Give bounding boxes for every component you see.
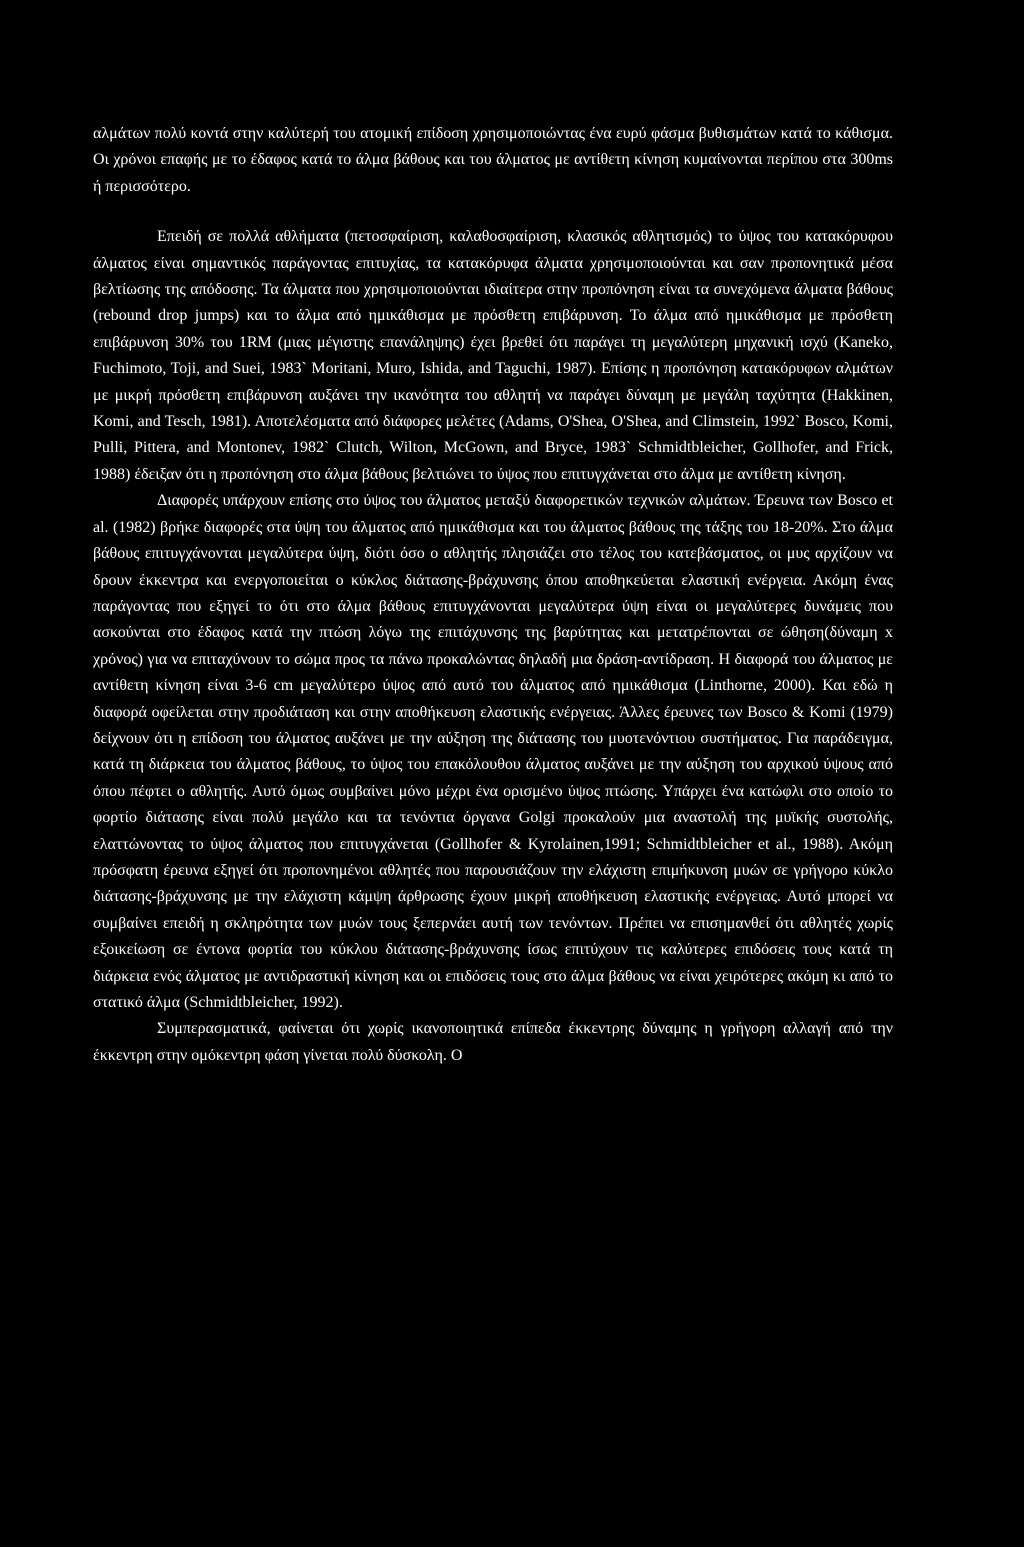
paragraph-jump-technique-differences: Διαφορές υπάρχουν επίσης στο ύψος του άλματος μεταξύ διαφορετικών τεχνικών αλμάτων. Έρευνα των Bosco et al. (1982) βρήκε διαφορές στα ύψη του άλματος από ημικάθισμα και του άλματος βάθους της τάξης του 18-20%. Στο άλμα βάθους επιτυγχάνονται μεγαλύτερα ύψη, διότι όσο ο αθλητής πλησιάζει στο τέλος του κατεβάσματος, οι μυς αρχίζουν να δρουν έκκεντρα και ενεργοποιείται ο κύκλος διάτασης-βράχυνσης όπου αποθηκεύεται ελαστική ενέργεια. Ακόμη ένας παράγοντας που εξηγεί το ότι στο άλμα βάθους επιτυγχάνονται μεγαλύτερα ύψη είναι οι μεγαλύτερες δυνάμεις που ασκούνται στο έδαφος κατά την πτώση λόγω της επιτάχυνσης της βαρύτητας και μετατρέπονται σε ώθηση(δύναμη x χρόνος) για να επιταχύνουν το σώμα προς τα πάνω προκαλώντας δηλαδή μια δράση-αντίδραση. Η διαφορά του άλματος με αντίθετη κίνηση είναι 3-6 cm μεγαλύτερο ύψος από αυτό του άλματος από ημικάθισμα (Linthorne, 2000). Και εδώ η διαφορά οφείλεται στην προδιάταση και στην αποθήκευση ελαστικής ενέργειας. Άλλες έρευνες των Bosco & Komi (1979) δείχνουν ότι η επίδοση του άλματος αυξάνει με την αύξηση της διάτασης του μυοτενόντιου συστήματος. Για παράδειγμα, κατά τη διάρκεια του άλματος βάθους, το ύψος του επακόλουθου άλματος αυξάνει με την αύξηση του αρχικού ύψους από όπου πέφτει ο αθλητής. Αυτό όμως συμβαίνει μόνο μέχρι ένα ορισμένο ύψος πτώσης. Υπάρχει ένα κατώφλι στο οποίο το φορτίο διάτασης είναι πολύ μεγάλο και τα τενόντια όργανα Golgi προκαλούν μια αναστολή της μυϊκής συστολής, ελαττώνοντας το ύψος άλματος που επιτυγχάνεται (Gollhofer & Kyrolainen,1991; Schmidtbleicher et al., 1988). Ακόμη πρόσφατη έρευνα εξηγεί ότι προπονημένοι αθλητές που παρουσιάζουν την ελάχιστη επιμήκυνση μυών σε γρήγορο κύκλο διάτασης-βράχυνσης με την ελάχιστη κάμψη άρθρωσης έχουν μικρή αποθήκευση ελαστικής ενέργειας. Αυτό μπορεί να συμβαίνει επειδή η σκληρότητα των μυών τους ξεπερνάει αυτή των τενόντων. Πρέπει να επισημανθεί ότι αθλητές χωρίς εξοικείωση σε έντονα φορτία του κύκλου διάτασης-βράχυνσης ίσως επιτύχουν τις καλύτερες επιδόσεις τους κατά τη διάρκεια ενός άλματος με αντιδραστική κίνηση και οι επιδόσεις τους στο άλμα βάθους να είναι χειρότερες ακόμη κι από το στατικό άλμα (Schmidtbleicher, 1992). [93,492,893,1011]
paragraph-contact-times: αλμάτων πολύ κοντά στην καλύτερή του ατομική επίδοση χρησιμοποιώντας ένα ευρύ φάσμα βυθισμάτων κατά το κάθισμα. Οι χρόνοι επαφής με το έδαφος κατά το άλμα βάθους και του άλματος με αντίθετη κίνηση κυμαίνονται περίπου στα 300ms ή περισσότερο. [93,125,893,195]
document-page [93,121,893,1069]
paragraph-vertical-jump-training: Επειδή σε πολλά αθλήματα (πετοσφαίριση, καλαθοσφαίριση, κλασικός αθλητισμός) το ύψος του κατακόρυφου άλματος είναι σημαντικός παράγοντας επιτυχίας, τα κατακόρυφα άλματα χρησιμοποιούνται και σαν προπονητικά μέσα βελτίωσης της απόδοσης. Τα άλματα που χρησιμοποιούνται ιδιαίτερα στην προπόνηση είναι τα συνεχόμενα άλματα βάθους (rebound drop jumps) και το άλμα από ημικάθισμα με πρόσθετη επιβάρυνση. Το άλμα από ημικάθισμα με πρόσθετη επιβάρυνση 30% του 1RM (μιας μέγιστης επανάληψης) έχει βρεθεί ότι παράγει τη μεγαλύτερη μηχανική ισχύ (Kaneko, Fuchimoto, Toji, and Suei, 1983` Moritani, Muro, Ishida, and Taguchi, 1987). Επίσης η προπόνηση κατακόρυφων αλμάτων με μικρή πρόσθετη επιβάρυνση αυξάνει την ικανότητα του αθλητή να παράγει δύναμη με μεγάλη ταχύτητα (Hakkinen, Komi, and Tesch, 1981). Αποτελέσματα από διάφορες μελέτες (Adams, O'Shea, O'Shea, and Climstein, 1992` Bosco, Komi, Pulli, Pittera, and Montonev, 1982` Clutch, Wilton, McGown, and Bryce, 1983` Schmidtbleicher, Gollhofer, and Frick, 1988) έδειξαν ότι η προπόνηση στο άλμα βάθους βελτιώνει το ύψος που επιτυγχάνεται στο άλμα με αντίθετη κίνηση. [93,228,893,483]
paragraph-conclusion: Συμπερασματικά, φαίνεται ότι χωρίς ικανοποιητικά επίπεδα έκκεντρης δύναμης η γρήγορη αλλαγή από την έκκεντρη στην ομόκεντρη φάση γίνεται πολύ δύσκολη. Ο [93,1020,893,1064]
